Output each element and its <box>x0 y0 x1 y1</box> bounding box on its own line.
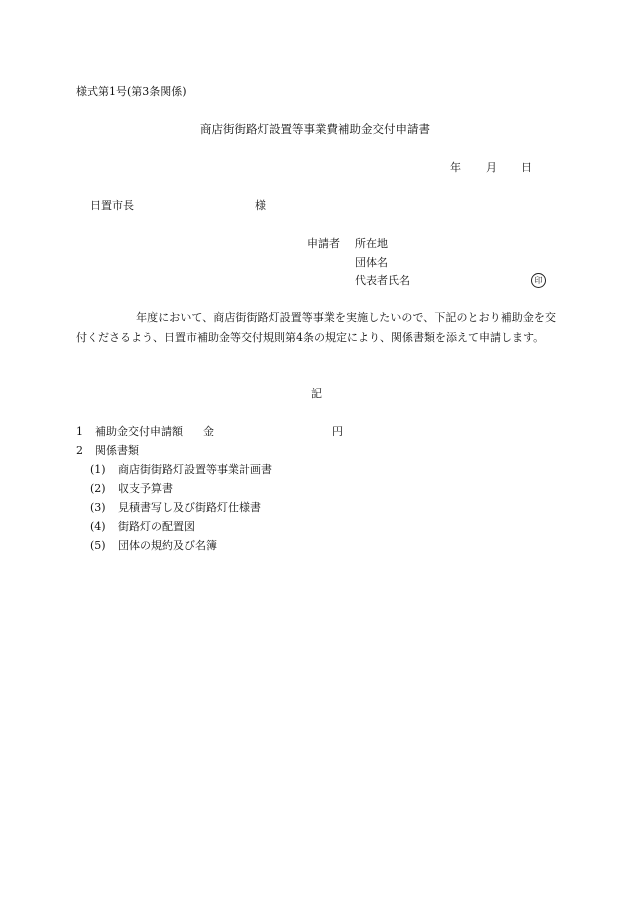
application-body <box>76 308 556 348</box>
document-5-label: 団体の規約及び名簿 <box>118 539 217 552</box>
document-5-number: (5) <box>90 539 106 552</box>
form-label: 様式第1号(第3条関係) <box>76 85 187 98</box>
item1-kin: 金 <box>203 425 214 438</box>
addressee-honorific: 様 <box>255 199 266 212</box>
document-4-number: (4) <box>90 520 106 533</box>
seal-mark: 印 <box>531 273 546 288</box>
application-body-text: 年度において、商店街街路灯設置等事業を実施したいので、下記のとおり補助金を交付くださるよう、日置市補助金等交付規則第4条の規定により、関係書類を添えて申請します。 <box>76 311 556 344</box>
date-year-label: 年 <box>450 161 461 174</box>
addressee-name: 日置市長 <box>90 199 134 212</box>
date-day-label: 日 <box>521 161 532 174</box>
item1-label: 補助金交付申請額 <box>95 425 183 438</box>
document-2-label: 収支予算書 <box>118 482 173 495</box>
ki-heading: 記 <box>311 387 322 400</box>
item2-number: 2 <box>76 444 83 457</box>
page-title: 商店街街路灯設置等事業費補助金交付申請書 <box>200 122 430 136</box>
item1-yen: 円 <box>332 425 343 438</box>
item2-label: 関係書類 <box>95 444 139 457</box>
applicant-label: 申請者 <box>307 237 340 250</box>
document-2-number: (2) <box>90 482 106 495</box>
document-3-number: (3) <box>90 501 106 514</box>
document-1-label: 商店街街路灯設置等事業計画書 <box>118 463 272 476</box>
item1-number: 1 <box>76 425 83 438</box>
document-1-number: (1) <box>90 463 106 476</box>
document-4-label: 街路灯の配置図 <box>118 520 195 533</box>
date-month-label: 月 <box>486 161 497 174</box>
applicant-address-label: 所在地 <box>355 237 388 250</box>
applicant-rep-label: 代表者氏名 <box>355 274 410 287</box>
applicant-group-label: 団体名 <box>355 256 388 269</box>
document-3-label: 見積書写し及び街路灯仕様書 <box>118 501 261 514</box>
